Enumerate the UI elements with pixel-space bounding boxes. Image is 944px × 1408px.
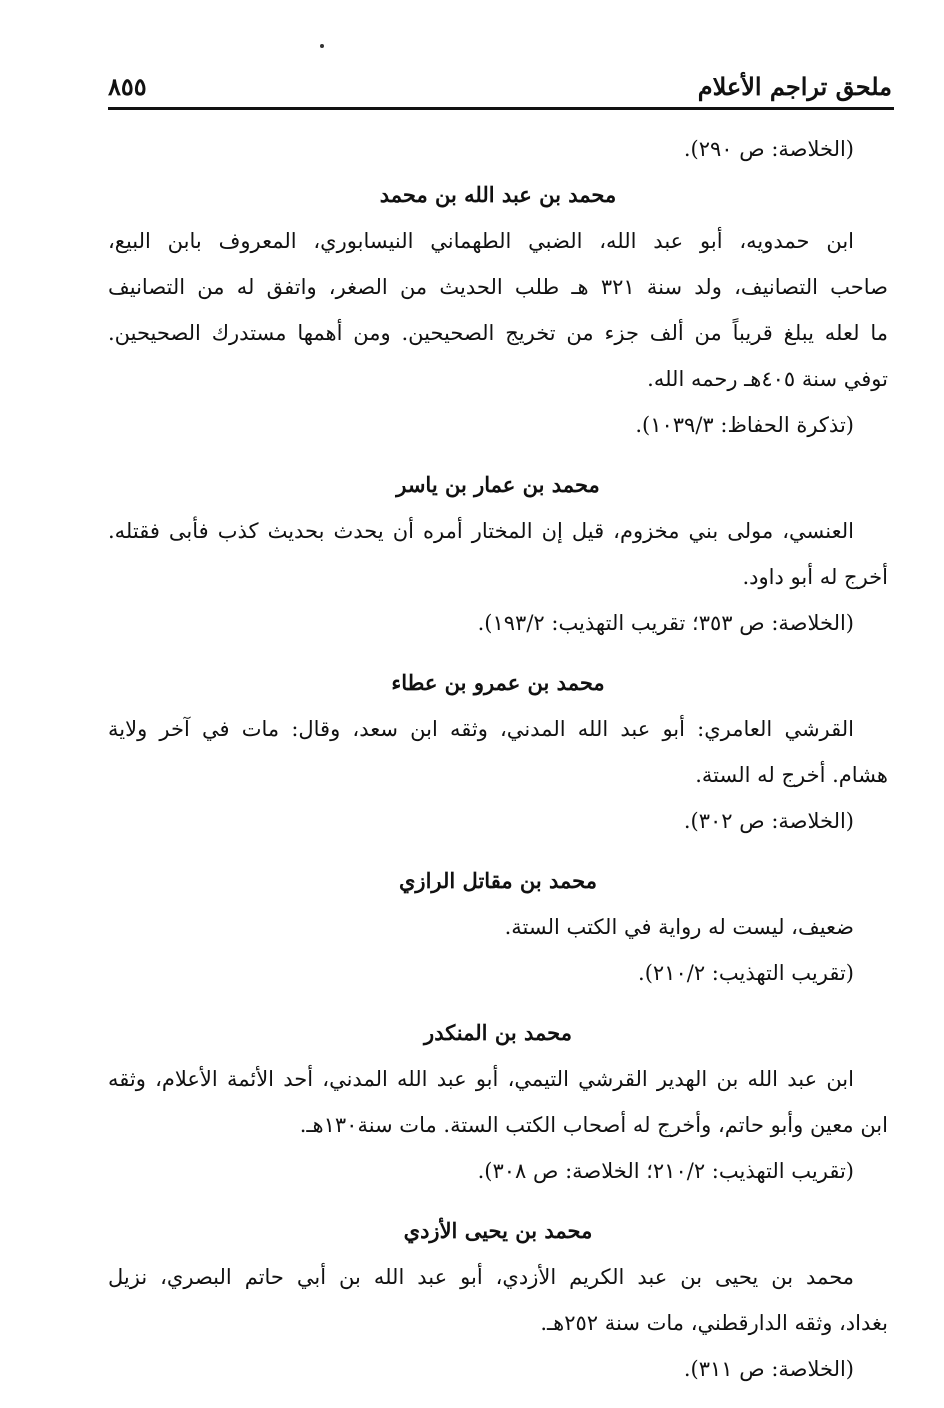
entry-text-line: توفي سنة ٤٠٥هـ رحمه الله. (647, 367, 888, 391)
entry-name: محمد بن المنكدر (424, 1020, 572, 1045)
entry-name: محمد بن مقاتل الرازي (399, 868, 597, 893)
entry-text-line: هشام. أخرج له الستة. (695, 763, 888, 787)
entry-text-line: محمد بن يحيى بن عبد الكريم الأزدي، أبو عبد الله بن أبي حاتم البصري، نزيل (108, 1265, 854, 1289)
header-rule (108, 107, 894, 110)
entry-text-line: ابن معين وأبو حاتم، وأخرج له أصحاب الكتب الستة. مات سنة١٣٠هـ. (299, 1113, 888, 1137)
entry-text-line: القرشي العامري: أبو عبد الله المدني، وثقه ابن سعد، وقال: مات في آخر ولاية (108, 717, 854, 741)
reference-line: (تقريب التهذيب: ٢١٠/٢). (638, 961, 854, 985)
page-body (108, 126, 888, 1392)
entry-name: محمد بن عمرو بن عطاء (391, 670, 605, 695)
reference-line: (تقريب التهذيب: ٢١٠/٢؛ الخلاصة: ص ٣٠٨). (477, 1159, 854, 1183)
entry-text-line: بغداد، وثقه الدارقطني، مات سنة ٢٥٢هـ. (540, 1311, 888, 1335)
entry-text-line: أخرج له أبو داود. (742, 565, 888, 589)
entry-text-line: ابن حمدويه، أبو عبد الله، الضبي الطهماني النيسابوري، المعروف بابن البيع، (108, 229, 854, 253)
reference-line: (الخلاصة: ص ٣٠٢). (683, 809, 854, 833)
reference-line: (الخلاصة: ص ٣٥٣؛ تقريب التهذيب: ١٩٣/٢). (477, 611, 854, 635)
reference-line: (تذكرة الحفاظ: ١٠٣٩/٣). (635, 413, 854, 437)
entry-text-line: ضعيف، ليست له رواية في الكتب الستة. (504, 915, 854, 939)
reference-line: (الخلاصة: ص ٣١١). (683, 1357, 854, 1381)
scan-speck (320, 44, 324, 48)
entry-text-line: ما لعله يبلغ قريباً من ألف جزء من تخريج الصحيحين. ومن أهمها مستدرك الصحيحين. (108, 321, 888, 345)
page-number: ٨٥٥ (108, 71, 147, 101)
entry-text-line: ابن عبد الله بن الهدير القرشي التيمي، أبو عبد الله المدني، أحد الأئمة الأعلام، وثقه (108, 1067, 854, 1091)
entry-text-line: العنسي، مولى بني مخزوم، قيل إن المختار أمره أن يحدث بحديث كذب فأبى فقتله. (108, 519, 854, 543)
running-title: ملحق تراجم الأعلام (697, 71, 892, 101)
entry-name: محمد بن عبد الله بن محمد (379, 182, 617, 207)
entry-name: محمد بن عمار بن ياسر (396, 472, 600, 497)
page-header (108, 66, 892, 106)
entry-text-line: صاحب التصانيف، ولد سنة ٣٢١ هـ طلب الحديث من الصغر، واتفق له من التصانيف (108, 275, 888, 299)
reference-line: (الخلاصة: ص ٢٩٠). (683, 137, 854, 161)
entry-name: محمد بن يحيى الأزدي (403, 1218, 593, 1243)
